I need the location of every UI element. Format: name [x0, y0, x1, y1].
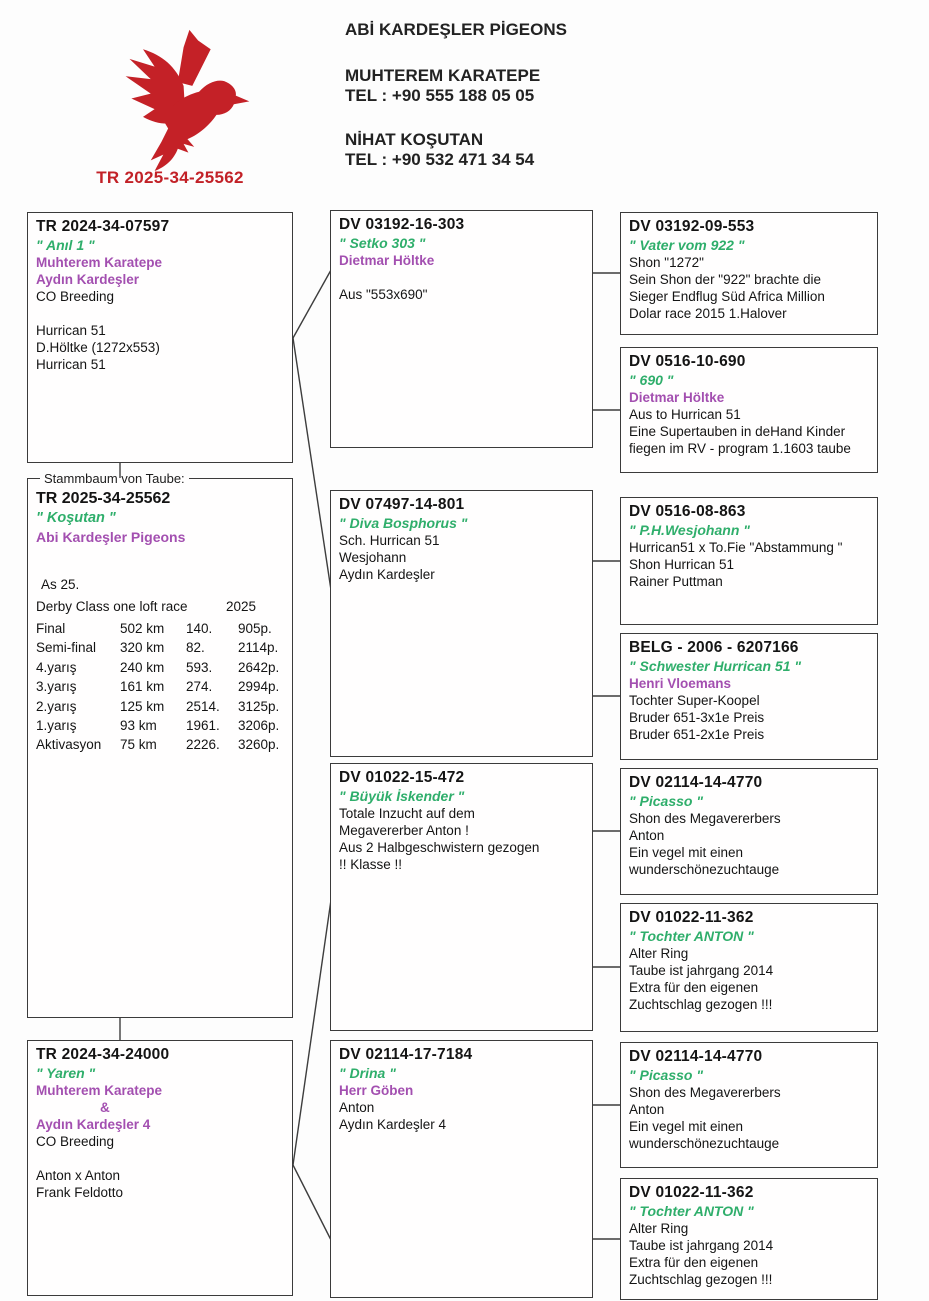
box-pigeon-name: " Drina " [339, 1065, 396, 1081]
race-points: 2994p. [238, 679, 280, 695]
box-ring-number: DV 01022-11-362 [629, 909, 754, 926]
box-ring-number: DV 0516-10-690 [629, 353, 746, 370]
race-points: 905p. [238, 621, 272, 636]
box-ring-number: DV 03192-09-553 [629, 218, 755, 235]
box-text-line: Aydın Kardeşler 4 [36, 1117, 151, 1132]
box-text-line: Taube ist jahrgang 2014 [629, 963, 774, 978]
box-text-line: Ein vegel mit einen [629, 845, 744, 860]
race-points: 3260p. [238, 737, 280, 753]
box-text-line: Dietmar Höltke [339, 253, 435, 268]
pedigree-box-maternal-grandmother [330, 1040, 593, 1298]
box-ring-number: TR 2024-34-24000 [36, 1046, 170, 1063]
race-points: 2642p. [238, 659, 280, 675]
race-results-table [36, 619, 284, 755]
box-text-line: Anton [629, 1102, 665, 1117]
pedigree-box-great-grandparent-1 [620, 212, 878, 335]
subject-legend: Stammbaum von Taube: [44, 471, 185, 486]
subject-owner: Abi Kardeşler Pigeons [36, 529, 186, 545]
box-text-line [36, 305, 284, 322]
box-text-line: fiegen im RV - program 1.1603 taube [629, 441, 851, 456]
box-ring-number: DV 02114-14-4770 [629, 774, 763, 791]
box-text-line: Sch. Hurrican 51 [339, 533, 440, 548]
contact-name: NİHAT KOŞUTAN [345, 130, 484, 149]
pedigree-box-great-grandparent-7 [620, 1042, 878, 1168]
box-ring-number: DV 0516-08-863 [629, 503, 746, 520]
box-text-line: Dolar race 2015 1.Halover [629, 306, 787, 321]
race-name: Aktivasyon [36, 737, 102, 753]
box-text-line: Taube ist jahrgang 2014 [629, 1238, 774, 1253]
box-text-line: Muhterem Karatepe [36, 1083, 163, 1098]
race-place: 2514. [186, 698, 220, 714]
box-pigeon-name: " Tochter ANTON " [629, 928, 754, 944]
box-text-line: Wesjohann [339, 550, 407, 565]
contact-phone: TEL : +90 555 188 05 05 [345, 86, 535, 105]
box-text-line: Aus to Hurrican 51 [629, 407, 741, 422]
race-distance: 125 km [120, 698, 165, 714]
box-text-line: Alter Ring [629, 946, 689, 961]
box-pigeon-name: " Tochter ANTON " [629, 1203, 754, 1219]
box-pigeon-name: " Vater vom 922 " [629, 237, 745, 253]
box-text-line: Extra für den eigenen [629, 980, 759, 995]
box-text-line: Sieger Endflug Süd Africa Million [629, 289, 825, 304]
box-text-line: Zuchtschlag gezogen !!! [629, 1272, 773, 1287]
race-place: 274. [186, 679, 213, 695]
box-text-line: Aydın Kardeşler 4 [339, 1117, 447, 1132]
race-distance: 320 km [120, 640, 165, 656]
race-name: 1.yarış [36, 718, 77, 734]
box-text-line: Shon des Megavererbers [629, 1085, 781, 1100]
box-text-line: Eine Supertauben in deHand Kinder [629, 424, 846, 439]
box-text-line: Shon Hurrican 51 [629, 557, 735, 572]
box-text-line: !! Klasse !! [339, 857, 403, 872]
box-pigeon-name: " Diva Bosphorus " [339, 515, 468, 531]
race-table-header [36, 597, 284, 616]
box-text-line: Herr Göben [339, 1083, 414, 1098]
pedigree-box-paternal-grandmother [330, 490, 593, 757]
box-text-line: & [100, 1100, 110, 1115]
box-pigeon-name: " Anıl 1 " [36, 237, 95, 253]
box-ring-number: DV 03192-16-303 [339, 216, 465, 233]
race-name: 3.yarış [36, 679, 77, 695]
box-text-line: CO Breeding [36, 1134, 115, 1149]
box-text-line: Ein vegel mit einen [629, 1119, 744, 1134]
box-text-line: Shon "1272" [629, 255, 704, 270]
race-header-label: Derby Class one loft race [36, 599, 188, 614]
race-result-row [36, 677, 284, 696]
box-ring-number: TR 2024-34-07597 [36, 218, 170, 235]
box-text-line: Tochter Super-Koopel [629, 693, 760, 708]
box-text-line: Muhterem Karatepe [36, 255, 163, 270]
box-text-line: Anton [629, 828, 665, 843]
box-ring-number: DV 02114-14-4770 [629, 1048, 763, 1065]
subject-ring-number: TR 2025-34-25562 [36, 490, 171, 507]
pedigree-box-great-grandparent-5 [620, 768, 878, 895]
box-text-line: CO Breeding [36, 289, 115, 304]
box-text-line: Alter Ring [629, 1221, 689, 1236]
box-pigeon-name: " P.H.Wesjohann " [629, 522, 750, 538]
box-text-line: Sein Shon der "922" brachte die [629, 272, 821, 287]
race-result-row [36, 638, 284, 657]
race-distance: 502 km [120, 621, 165, 636]
box-text-line: Frank Feldotto [36, 1185, 124, 1200]
subject-pedigree-box [27, 470, 293, 1018]
race-result-row [36, 735, 284, 754]
box-pigeon-name: " Büyük İskender " [339, 788, 465, 804]
box-text-line: wunderschönezuchtauge [629, 1136, 780, 1151]
race-place: 1961. [186, 718, 220, 734]
race-place: 140. [186, 621, 213, 636]
pigeon-logo-icon [92, 26, 252, 171]
race-distance: 240 km [120, 659, 165, 675]
race-result-row [36, 619, 284, 638]
box-text-line: Anton x Anton [36, 1168, 121, 1183]
box-pigeon-name: " Setko 303 " [339, 235, 426, 251]
box-pigeon-name: " Picasso " [629, 793, 703, 809]
race-header-year: 2025 [226, 599, 257, 614]
box-ring-number: BELG - 2006 - 6207166 [629, 639, 799, 656]
race-result-row [36, 658, 284, 677]
box-text-line: Hurrican 51 [36, 323, 106, 338]
race-name: 2.yarış [36, 698, 77, 714]
subject-as-line: As 25. [41, 577, 80, 592]
box-text-line: Henri Vloemans [629, 676, 732, 691]
pedigree-box-great-grandparent-4 [620, 633, 878, 760]
race-distance: 161 km [120, 679, 165, 695]
box-pigeon-name: " Schwester Hurrican 51 " [629, 658, 802, 674]
box-text-line: Aydın Kardeşler [339, 567, 435, 582]
race-place: 593. [186, 659, 213, 675]
logo-ring-number: TR 2025-34-25562 [96, 168, 244, 187]
race-name: 4.yarış [36, 659, 77, 675]
race-result-row [36, 716, 284, 735]
contact-entry [345, 130, 567, 170]
box-text-line: Totale Inzucht auf dem [339, 806, 475, 821]
contact-name: MUHTEREM KARATEPE [345, 66, 541, 85]
box-text-line [339, 269, 584, 286]
box-text-line: D.Höltke (1272x553) [36, 340, 160, 355]
box-text-line: Aus 2 Halbgeschwistern gezogen [339, 840, 540, 855]
loft-title: ABİ KARDEŞLER PİGEONS [345, 20, 567, 39]
box-text-line: Aydın Kardeşler [36, 272, 140, 287]
box-text-line: Extra für den eigenen [629, 1255, 759, 1270]
box-text-line: Shon des Megavererbers [629, 811, 781, 826]
contact-phone: TEL : +90 532 471 34 54 [345, 150, 535, 169]
pedigree-box-great-grandparent-6 [620, 903, 878, 1032]
box-text-line: Hurrican 51 [36, 357, 106, 372]
box-text-line: Rainer Puttman [629, 574, 723, 589]
race-name: Final [36, 621, 66, 636]
race-place: 2226. [186, 737, 220, 753]
race-distance: 75 km [120, 737, 157, 753]
box-ring-number: DV 01022-11-362 [629, 1184, 754, 1201]
box-ring-number: DV 01022-15-472 [339, 769, 465, 786]
race-points: 3125p. [238, 698, 280, 714]
race-distance: 93 km [120, 718, 157, 734]
race-name: Semi-final [36, 640, 97, 656]
subject-pigeon-name: " Koşutan " [36, 510, 116, 526]
box-pigeon-name: " Yaren " [36, 1065, 96, 1081]
box-text-line: Anton [339, 1100, 375, 1115]
box-text-line: Bruder 651-2x1e Preis [629, 727, 765, 742]
box-text-line: Hurrican51 x To.Fie "Abstammung " [629, 540, 843, 555]
box-text-line: Aus "553x690" [339, 287, 428, 302]
box-text-line: Megavererber Anton ! [339, 823, 469, 838]
race-points: 2114p. [238, 640, 279, 656]
contact-block [345, 20, 567, 194]
box-pigeon-name: " Picasso " [629, 1067, 703, 1083]
box-text-line [36, 1150, 284, 1167]
pedigree-box-mother [27, 1040, 293, 1296]
pedigree-box-great-grandparent-8 [620, 1178, 878, 1300]
box-text-line: wunderschönezuchtauge [629, 862, 780, 877]
loft-logo-block [60, 20, 280, 195]
box-text-line: Bruder 651-3x1e Preis [629, 710, 765, 725]
pedigree-box-father [27, 212, 293, 463]
box-text-line: Dietmar Höltke [629, 390, 725, 405]
race-points: 3206p. [238, 718, 280, 734]
contact-entry [345, 66, 567, 106]
race-place: 82. [186, 640, 205, 656]
pedigree-box-great-grandparent-2 [620, 347, 878, 473]
box-ring-number: DV 07497-14-801 [339, 496, 465, 513]
box-pigeon-name: " 690 " [629, 372, 674, 388]
box-ring-number: DV 02114-17-7184 [339, 1046, 473, 1063]
box-text-line: Zuchtschlag gezogen !!! [629, 997, 773, 1012]
pedigree-box-paternal-grandfather [330, 210, 593, 448]
pedigree-box-maternal-grandfather [330, 763, 593, 1031]
race-result-row [36, 697, 284, 716]
pedigree-box-great-grandparent-3 [620, 497, 878, 625]
